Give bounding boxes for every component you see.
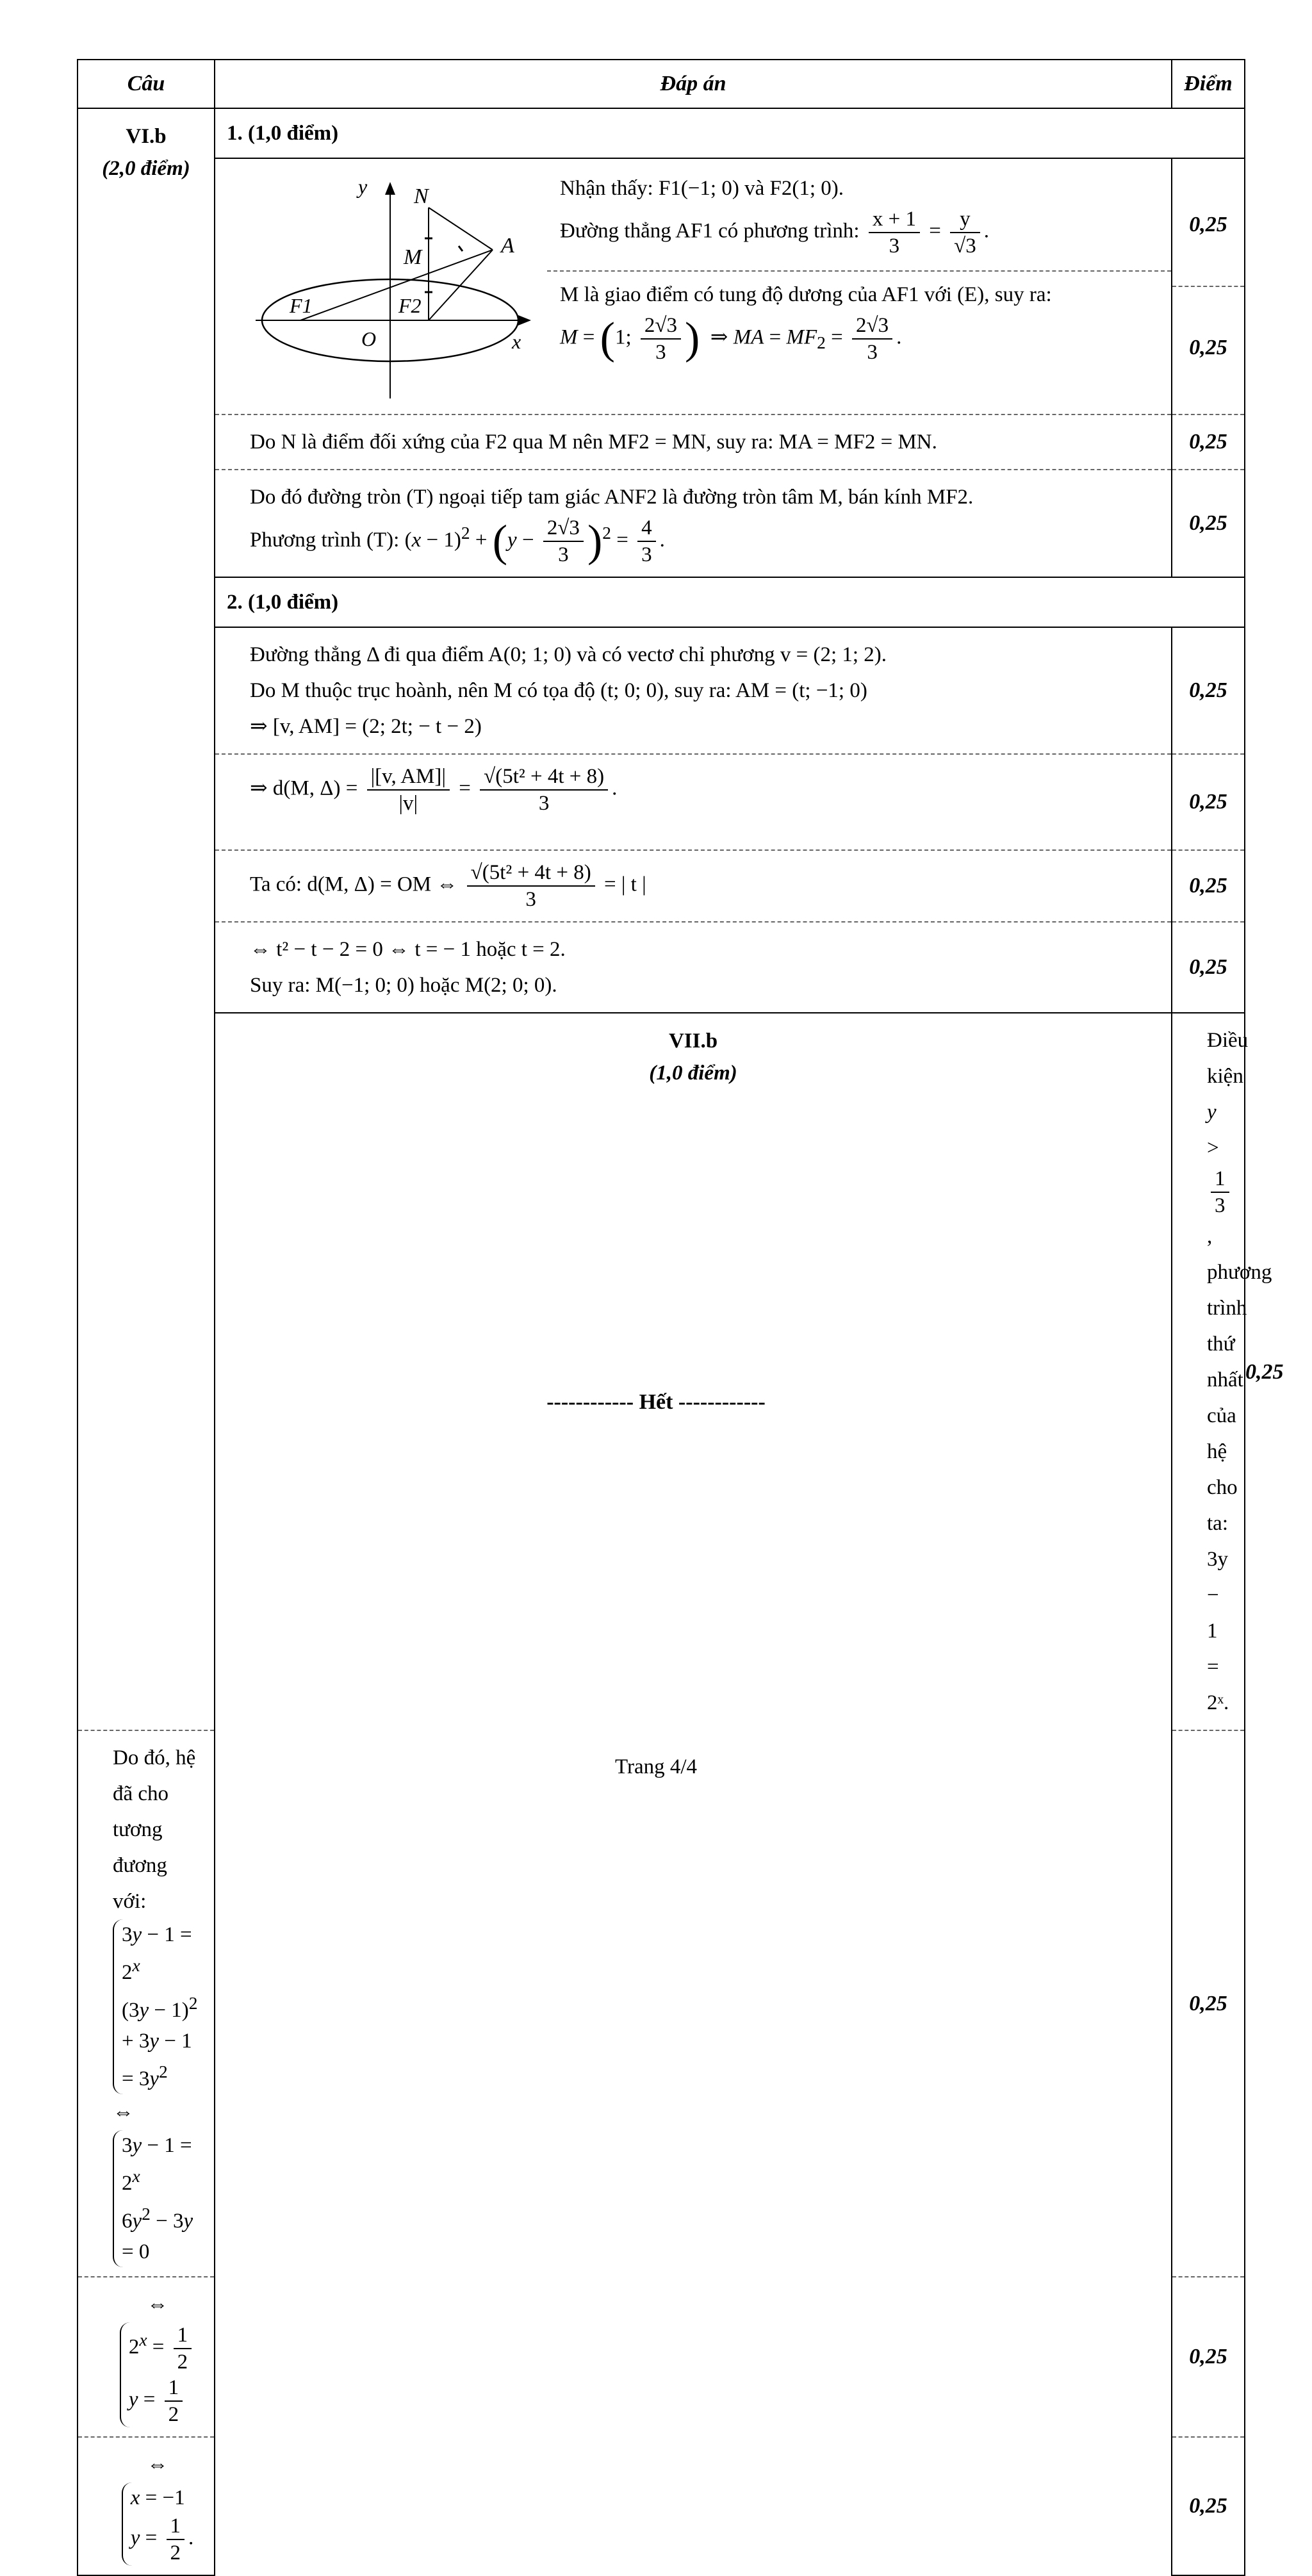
svg-text:F2: F2 — [398, 294, 422, 317]
score-q7b: 0,25 — [1172, 1730, 1245, 2277]
question-6b-label: VI.b (2,0 điểm) — [78, 108, 215, 1730]
score-p2b: 0,25 — [1172, 754, 1245, 850]
ellipse-figure — [227, 168, 547, 405]
svg-text:M: M — [404, 245, 422, 269]
score-q7d: 0,25 — [1172, 2437, 1245, 2575]
p2-step3: Ta có: d(M, Δ) = OM ⇔ $\frac{\text{√(5t² + 4t + 8)}}{3}$ = | t | — [215, 850, 1172, 922]
q7-step2: Do đó, hệ đã cho tương đương với: $3y - 1 = 2^x$ $(3y - 1)^2 + 3y - 1 = 3y^2$ ⇔ $3y - 1 = 2^x$ $6y^2 - 3y = 0$ — [78, 1730, 215, 2277]
p1-line3: M là giao điểm có tung độ dương của AF1 với (E), suy ra: — [560, 283, 1052, 306]
svg-text:F1: F1 — [290, 294, 313, 317]
p1-line4: M = (1; $\frac{2√3}{3}$ ) ⇒ MA = $MF_2$ = $\frac{2√3}{3}$ . — [560, 314, 902, 364]
p2-step2: ⇒ d(M, Δ) = $\frac{|[v, AM]|}{|v|}$ = $\frac{\text{√(5t² + 4t + 8)}}{3}$ . — [215, 754, 1172, 850]
svg-text:x: x — [512, 330, 521, 353]
svg-text:O: O — [361, 327, 377, 350]
p2-step1: Đường thẳng Δ đi qua điểm A(0; 1; 0) và có vectơ chỉ phương v = (2; 1; 2). Do M thuộc trục hoành, nên M có tọa độ (t; 0; 0), suy ra: AM = (t; −1; 0) ⇒ [v, AM] = (2; 2t; − t − 2) — [215, 627, 1172, 754]
svg-text:y: y — [358, 175, 368, 198]
question-7b-label: VII.b (1,0 điểm) — [215, 1013, 1172, 2575]
part2-title: 2. (1,0 điểm) — [215, 577, 1245, 627]
p2-step4: ⇔ t² − t − 2 = 0 ⇔ t = − 1 hoặc t = 2. Suy ra: M(−1; 0; 0) hoặc M(2; 0; 0). — [215, 922, 1172, 1013]
header-cau: Câu — [78, 60, 215, 108]
score-p2a: 0,25 — [1172, 627, 1245, 754]
page-number: Trang 4/4 — [614, 1755, 698, 1778]
ellipse-diagram — [227, 168, 547, 405]
part1-title: 1. (1,0 điểm) — [215, 108, 1245, 158]
score-q7c: 0,25 — [1172, 2277, 1245, 2437]
score-p1a: 0,25 0,25 — [1172, 158, 1245, 414]
q7-step1: Điều kiện y > $\frac{1}{3}$ , phương trình thứ nhất của hệ cho ta: 3y − 1 = 2ˣ. — [1172, 1013, 1245, 1730]
header-dap-an: Đáp án — [215, 60, 1172, 108]
end-marker: ------------ Hết ------------ — [546, 1390, 766, 1414]
svg-text:N: N — [414, 185, 429, 208]
header-diem: Điểm — [1172, 60, 1245, 108]
p1-line5: Do N là điểm đối xứng của F2 qua M nên MF2 = MN, suy ra: MA = MF2 = MN. — [215, 414, 1172, 470]
score-p1b: 0,25 — [1172, 414, 1245, 470]
p1-line6-7: Do đó đường tròn (T) ngoại tiếp tam giác ANF2 là đường tròn tâm M, bán kính MF2. Phương trình (T): $(x - 1)^2 + (y$ − $\frac{2√3}{3}$ )$^2$ = $\frac{4}{3}$ . — [215, 470, 1172, 577]
score-p2c: 0,25 — [1172, 850, 1245, 922]
p1-line1: Nhận thấy: F1(−1; 0) và F2(1; 0). — [560, 177, 844, 200]
q7-step3: ⇔ $2^x$ = $\frac{1}{2}$ y = $\frac{1}{2}$ — [78, 2277, 215, 2437]
answer-table: Câu Đáp án Điểm VI.b (2,0 điểm) 1. (1,0 điểm) y N M A F1 F2 O x Nhận thấy: F1(−1; 0) và F2(1; 0). Đường thẳng AF1 có phương trình: $\frac{x + 1}{3}$ = $\frac{y}{√3}$ . M là giao điểm có tung độ dương của AF1 với (E), suy ra: M = (1; $\frac{2√3}{3}$ ) ⇒ MA = $MF_2$ = $\frac{2√3}{3}$ . 0,25 0,25 Do N là điểm đối xứng của F2 qua M nên MF2 = MN, suy ra: MA = MF2 = MN. 0,25 Do đó đường tròn (T) ngoại tiếp tam giác ANF2 là đường tròn tâm M, bán kính MF2. Phương trình (T): $(x - 1)^2 + (y$ − $\frac{2√3}{3}$ )$^2$ = $\frac{4}{3}$ . 0,25 2. (1,0 điểm) Đường thẳng Δ đi qua điểm A(0; 1; 0) và có vectơ chỉ phương v = (2; 1; 2). Do M thuộc trục hoành, nên M có tọa độ (t; 0; 0), suy ra: AM = (t; −1; 0) ⇒ [v, AM] = (2; 2t; − t − 2) 0,25 ⇒ d(M, Δ) = $\frac{|[v, AM]|}{|v|}$ = $\frac{\text{√(5t² + 4t + 8)}}{3}$ . 0,25 Ta có: d(M, Δ) = OM ⇔ $\frac{\text{√(5t² + 4t + 8)}}{3}$ = | t | 0,25 ⇔ t² − t − 2 = 0 ⇔ t = − 1 hoặc t = 2. Suy ra: M(−1; 0; 0) hoặc M(2; 0; 0). 0,25 VII.b (1,0 điểm) Điều kiện y > $\frac{1}{3}$ , phương trình thứ nhất của hệ cho ta: 3y − 1 = 2ˣ. 0,25 Do đó, hệ đã cho tương đương với: $3y - 1 = 2^x$ $(3y - 1)^2 + 3y - 1 = 3y^2$ ⇔ $3y - 1 = 2^x$ $6y^2 - 3y = 0$ 0,25 ⇔ $2^x$ = $\frac{1}{2}$ y = $\frac{1}{2}$ 0,25 ⇔ x = −1 y = $\frac{1}{2}$ . 0,25 — [77, 59, 1245, 2576]
p1-line2: Đường thẳng AF1 có phương trình: $\frac{x + 1}{3}$ = $\frac{y}{√3}$ . — [560, 208, 989, 258]
svg-text:A: A — [501, 234, 514, 258]
score-p1c: 0,25 — [1172, 470, 1245, 577]
score-p2d: 0,25 — [1172, 922, 1245, 1013]
part1-step1 — [215, 158, 1172, 414]
q7-step4: ⇔ x = −1 y = $\frac{1}{2}$ . — [78, 2437, 215, 2575]
